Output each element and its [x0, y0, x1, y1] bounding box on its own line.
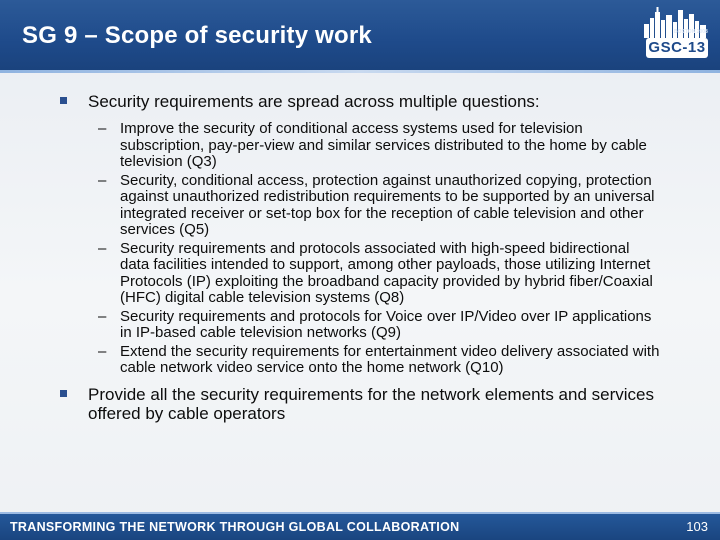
bullet-text: Provide all the security requirements for the network elements and services offered by cable operators [88, 384, 654, 423]
sub-bullet-text: Security, conditional access, protection against unauthorized copying, protection against unauthorized redistribution requirements to be supported by an universal integrated receiver or set-top box for the reception of cable television and other services (Q5) [120, 171, 655, 238]
sub-bullet-item [60, 241, 660, 307]
dash-bullet-icon: – [98, 120, 107, 137]
page-number: 103 [686, 519, 708, 534]
slide-title: SG 9 – Scope of security work [22, 22, 372, 49]
footer-tagline: TRANSFORMING THE NETWORK THROUGH GLOBAL COLLABORATION [10, 520, 460, 534]
bullet-item [60, 92, 660, 111]
sub-bullet-item [60, 309, 660, 342]
footer-bar [0, 514, 720, 540]
logo-subtext: BOSTON 2008 [674, 29, 708, 35]
sub-bullet-text: Security requirements and protocols for Voice over IP/Video over IP applications in IP-based cable television networks (Q9) [120, 307, 652, 341]
sub-bullet-item [60, 121, 660, 171]
sub-bullet-item [60, 344, 660, 377]
sub-bullet-text: Security requirements and protocols associated with high-speed bidirectional data facilities intended to support, among other payloads, those utilizing Internet Protocols (IP) exploiting the broadband capacity provided by hybrid fiber/Coaxial (HFC) digital cable television systems (Q8) [120, 239, 653, 306]
dash-bullet-icon: – [98, 342, 107, 360]
square-bullet-icon [60, 97, 67, 104]
square-bullet-icon [60, 390, 67, 397]
logo-text: GSC-13 [646, 38, 708, 58]
sub-bullet-text: Extend the security requirements for entertainment video delivery associated with cable network video service onto the home network (Q10) [120, 342, 660, 376]
dash-bullet-icon: – [98, 239, 107, 257]
sub-bullet-item [60, 173, 660, 239]
bullet-item [60, 385, 660, 423]
header-divider [0, 70, 720, 73]
dash-bullet-icon: – [98, 171, 107, 189]
dash-bullet-icon: – [98, 307, 107, 325]
gsc13-logo [630, 4, 714, 62]
header-bar [0, 0, 720, 72]
slide-content [60, 92, 660, 423]
bullet-text: Security requirements are spread across multiple questions: [88, 92, 540, 111]
sub-bullet-text: Improve the security of conditional access systems used for television subscription, pay-per-view and similar services distributed to the home by cable television (Q3) [120, 120, 647, 170]
